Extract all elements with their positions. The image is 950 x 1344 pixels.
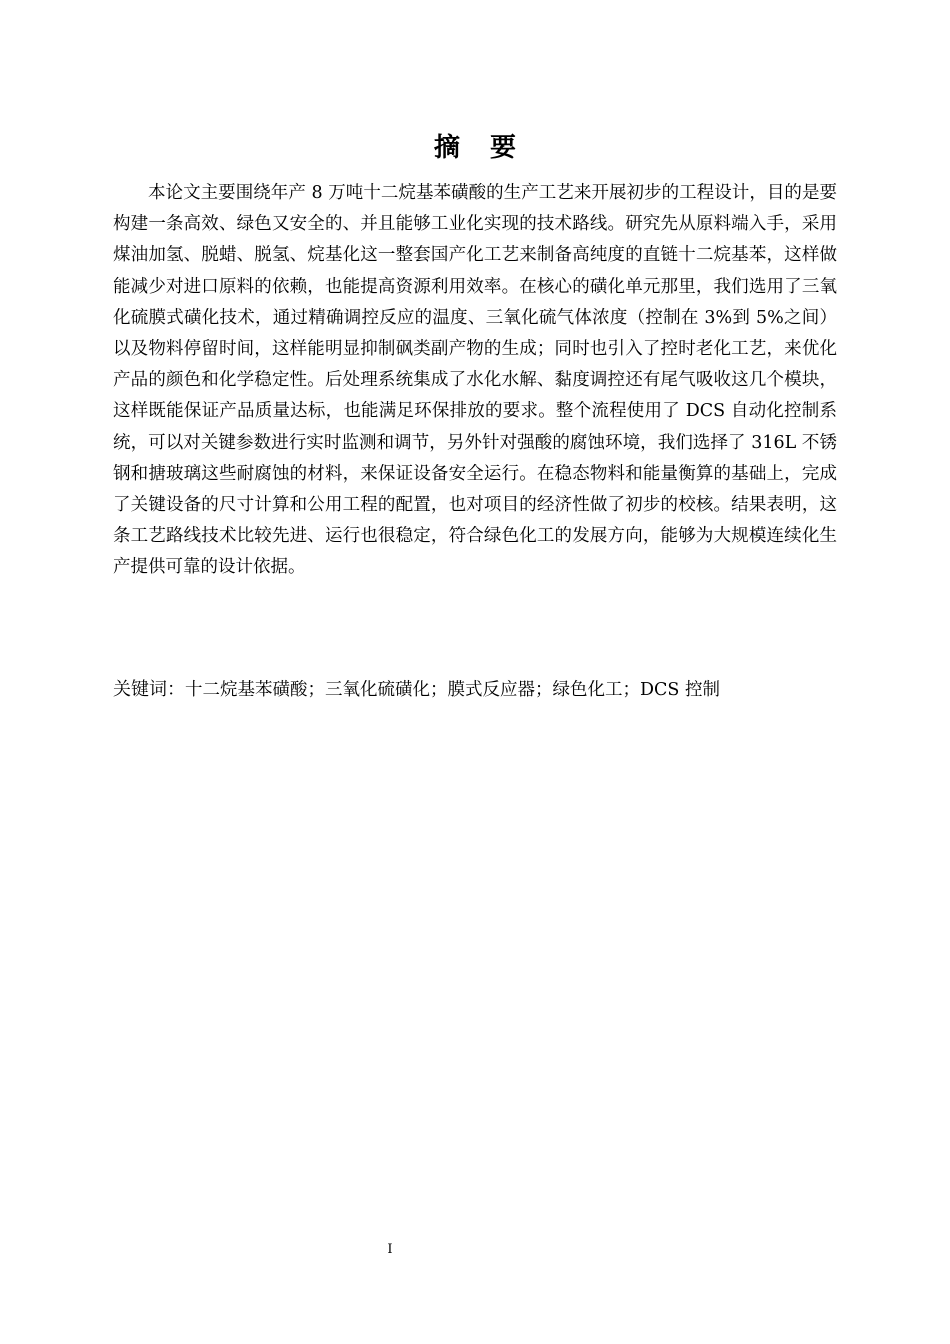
keywords-text: 十二烷基苯磺酸；三氧化硫磺化；膜式反应器；绿色化工；DCS 控制: [185, 680, 720, 700]
abstract-body: 本论文主要围绕年产 8 万吨十二烷基苯磺酸的生产工艺来开展初步的工程设计，目的是要构建一条高效、绿色又安全的、并且能够工业化实现的技术路线。研究先从原料端入手，采用煤油加氢、脱蜡、脱氢、烷基化这一整套国产化工艺来制备高纯度的直链十二烷基苯，这样做能减少对进口原料的依赖，也能提高资源利用效率。在核心的磺化单元那里，我们选用了三氧化硫膜式磺化技术，通过精确调控反应的温度、三氧化硫气体浓度（控制在 3%到 5%之间）以及物料停留时间，这样能明显抑制砜类副产物的生成；同时也引入了控时老化工艺，来优化产品的颜色和化学稳定性。后处理系统集成了水化水解、黏度调控还有尾气吸收这几个模块，这样既能保证产品质量达标，也能满足环保排放的要求。整个流程使用了 DCS 自动化控制系统，可以对关键参数进行实时监测和调节，另外针对强酸的腐蚀环境，我们选择了 316L 不锈钢和搪玻璃这些耐腐蚀的材料，来保证设备安全运行。在稳态物料和能量衡算的基础上，完成了关键设备的尺寸计算和公用工程的配置，也对项目的经济性做了初步的校核。结果表明，这条工艺路线技术比较先进、运行也很稳定，符合绿色化工的发展方向，能够为大规模连续化生产提供可靠的设计依据。: [113, 183, 837, 578]
keywords-label: 关键词：: [113, 679, 185, 700]
keywords-line: [113, 676, 837, 704]
page-number: I: [387, 1242, 393, 1257]
abstract-title: 摘要: [433, 133, 546, 163]
